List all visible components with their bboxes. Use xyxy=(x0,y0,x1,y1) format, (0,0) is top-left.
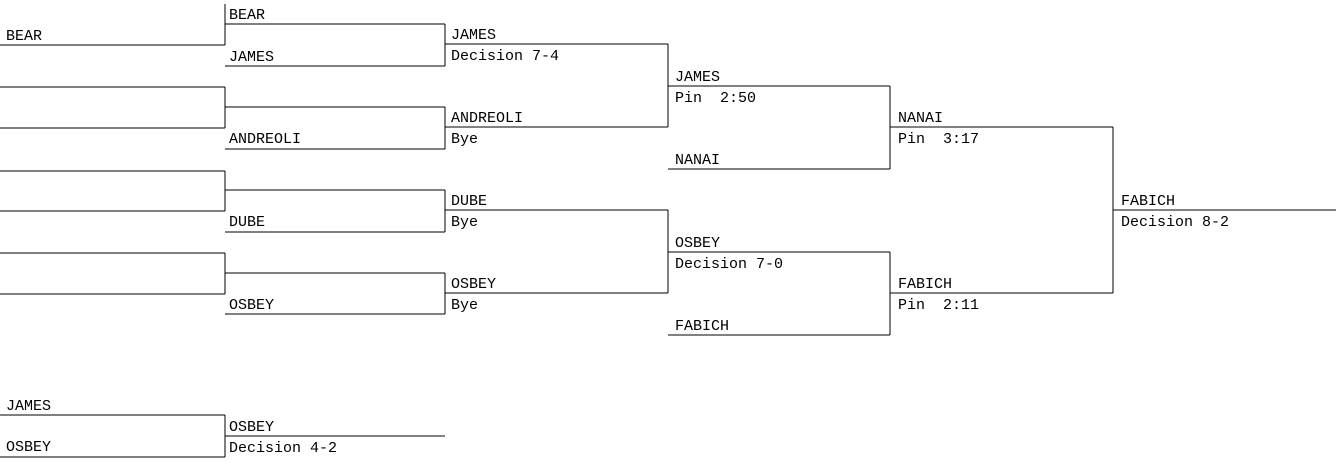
final-result: Decision 8-2 xyxy=(1121,214,1230,231)
consolation-bottom-name[interactable]: OSBEY xyxy=(6,439,52,456)
consolation-winner[interactable]: OSBEY xyxy=(229,419,275,436)
sf-m2-winner[interactable]: FABICH xyxy=(898,276,953,293)
r3-m2-winner[interactable]: ANDREOLI xyxy=(451,110,524,127)
r2-m2-bottom-name[interactable]: ANDREOLI xyxy=(229,131,302,148)
qf-m2-bottom-name[interactable]: FABICH xyxy=(675,318,730,335)
sf-m1-winner[interactable]: NANAI xyxy=(898,110,944,127)
r3-m1-result: Decision 7-4 xyxy=(451,48,560,65)
qf-m2-result: Decision 7-0 xyxy=(675,256,784,273)
sf-m2-result: Pin 2:11 xyxy=(898,297,980,314)
qf-m2-winner[interactable]: OSBEY xyxy=(675,235,721,252)
r1-slot1-name[interactable]: BEAR xyxy=(6,28,43,45)
consolation-result: Decision 4-2 xyxy=(229,440,338,457)
qf-m1-result: Pin 2:50 xyxy=(675,90,757,107)
r3-m3-result: Bye xyxy=(451,214,479,231)
r2-m1-top-name[interactable]: BEAR xyxy=(229,7,266,24)
qf-m1-winner[interactable]: JAMES xyxy=(675,69,721,86)
r2-m3-bottom-name[interactable]: DUBE xyxy=(229,214,266,231)
r2-m1-bottom-name[interactable]: JAMES xyxy=(229,49,275,66)
consolation-top-name[interactable]: JAMES xyxy=(6,398,52,415)
r3-m2-result: Bye xyxy=(451,131,479,148)
r3-m3-winner[interactable]: DUBE xyxy=(451,193,488,210)
qf-m1-bottom-name[interactable]: NANAI xyxy=(675,152,721,169)
r3-m4-winner[interactable]: OSBEY xyxy=(451,276,497,293)
r3-m1-winner[interactable]: JAMES xyxy=(451,27,497,44)
r2-m4-bottom-name[interactable]: OSBEY xyxy=(229,297,275,314)
r3-m4-result: Bye xyxy=(451,297,479,314)
final-winner[interactable]: FABICH xyxy=(1121,193,1176,210)
sf-m1-result: Pin 3:17 xyxy=(898,131,980,148)
